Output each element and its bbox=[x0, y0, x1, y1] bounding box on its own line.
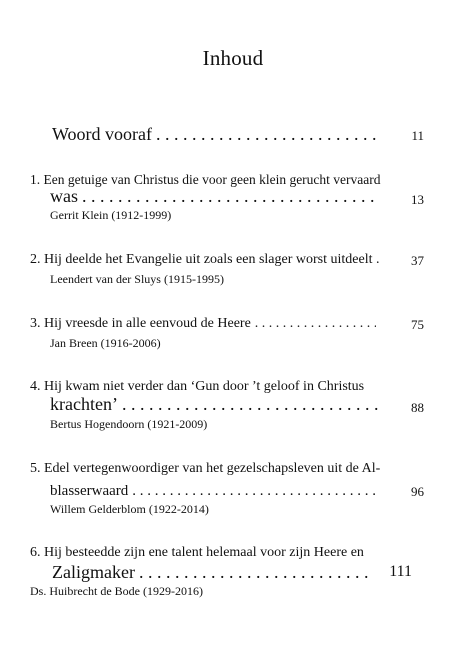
entry-3-title-row[interactable] bbox=[30, 316, 380, 332]
entry-4-title-line2: krachten’ bbox=[50, 394, 118, 414]
entry-4-page-number: 88 bbox=[411, 400, 424, 415]
entry-5-title-line1[interactable]: 5. Edel vertegenwoordiger van het gezelschapsleven uit de Al- bbox=[30, 461, 381, 476]
entry-5-page-number: 96 bbox=[411, 484, 424, 499]
entry-6-title-line2-row[interactable] bbox=[52, 562, 376, 583]
entry-1-title-line1[interactable]: 1. Een getuige van Christus die voor geen klein gerucht vervaard bbox=[30, 172, 381, 187]
toc-entry-foreword[interactable] bbox=[52, 124, 382, 145]
leader-dots bbox=[122, 394, 378, 415]
foreword-page-number: 11 bbox=[411, 128, 424, 143]
foreword-label: Woord vooraf bbox=[52, 124, 153, 144]
leader-dots bbox=[255, 316, 376, 332]
entry-2-page-number: 37 bbox=[411, 253, 424, 268]
entry-5-author: Willem Gelderblom (1922-2014) bbox=[50, 502, 209, 516]
entry-1-page-number: 13 bbox=[411, 192, 424, 207]
entry-1-title-line2: was bbox=[50, 186, 78, 206]
leader-dots bbox=[139, 562, 372, 583]
entry-5-title-line2: blasserwaard bbox=[50, 483, 129, 499]
entry-4-title-line2-row[interactable] bbox=[50, 394, 382, 415]
entry-4-author: Bertus Hogendoorn (1921-2009) bbox=[50, 417, 208, 431]
page-title: Inhoud bbox=[202, 46, 264, 70]
entry-3-title: 3. Hij vreesde in alle eenvoud de Heere bbox=[30, 316, 251, 331]
entry-6-page-number: 111 bbox=[389, 563, 412, 580]
entry-6-author: Ds. Huibrecht de Bode (1929-2016) bbox=[30, 584, 203, 598]
leader-dots bbox=[132, 483, 378, 500]
entry-1-author: Gerrit Klein (1912-1999) bbox=[50, 208, 172, 222]
entry-2-author: Leendert van der Sluys (1915-1995) bbox=[50, 272, 224, 286]
entry-3-page-number: 75 bbox=[411, 317, 424, 332]
entry-5-title-line2-row[interactable] bbox=[50, 483, 382, 500]
entry-6-title-line1[interactable]: 6. Hij besteedde zijn ene talent helemaal voor zijn Heere en bbox=[30, 545, 364, 560]
entry-4-title-line1[interactable]: 4. Hij kwam niet verder dan ‘Gun door ’t geloof in Christus bbox=[30, 379, 365, 394]
entry-3-author: Jan Breen (1916-2006) bbox=[50, 336, 161, 350]
leader-dots bbox=[156, 124, 378, 145]
leader-dots bbox=[82, 186, 378, 207]
entry-6-title-line2: Zaligmaker bbox=[52, 562, 135, 582]
entry-1-title-line2-row[interactable] bbox=[50, 186, 382, 207]
entry-2-title[interactable]: 2. Hij deelde het Evangelie uit zoals een slager worst uitdeelt . bbox=[30, 252, 380, 267]
